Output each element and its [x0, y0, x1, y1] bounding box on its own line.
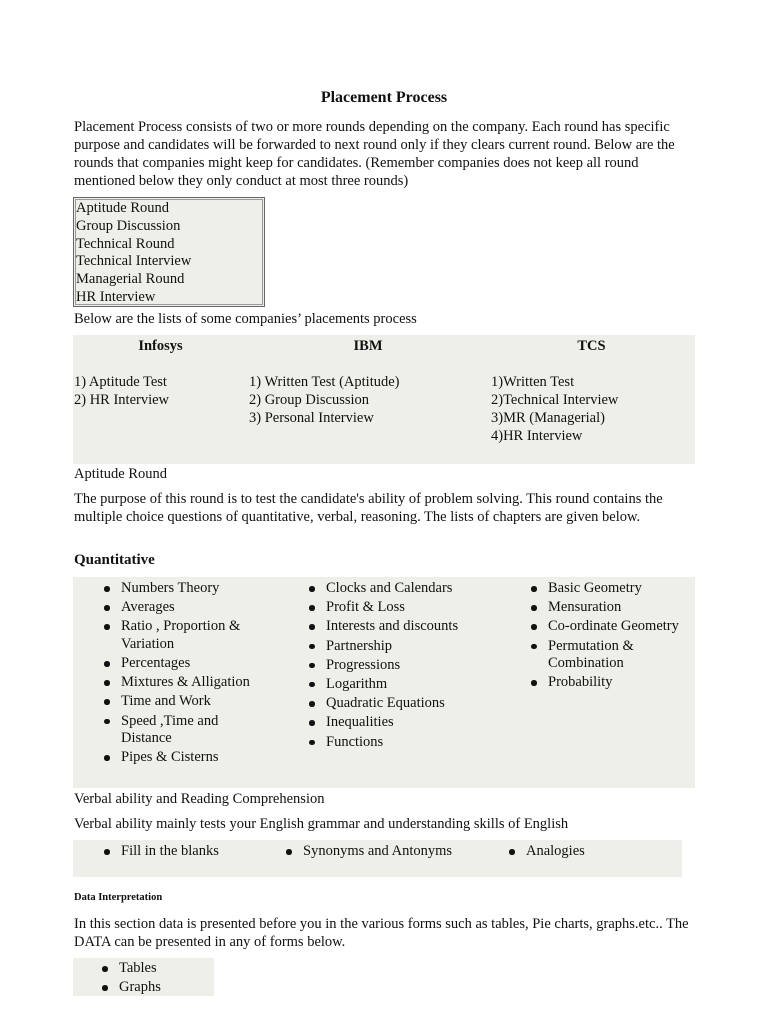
round-item: Managerial Round [76, 271, 185, 288]
company-name-tcs: TCS [577, 338, 606, 354]
company-name-ibm: IBM [353, 338, 383, 354]
list-item: Fill in the blanks [101, 843, 219, 861]
verbal-heading: Verbal ability and Reading Comprehension [74, 791, 325, 807]
list-item: Interests and discounts [306, 618, 511, 636]
process-step: 2) Group Discussion [249, 392, 370, 408]
quantitative-heading: Quantitative [74, 552, 155, 568]
list-item: Logarithm [306, 676, 511, 694]
list-item: Co-ordinate Geometry [528, 618, 693, 636]
rounds-list-box [73, 197, 265, 307]
company-name-infosys: Infosys [138, 338, 183, 354]
list-item: Synonyms and Antonyms [283, 843, 452, 861]
list-item: Profit & Loss [306, 599, 511, 617]
process-step: 2) HR Interview [74, 392, 170, 408]
list-item: Mensuration [528, 599, 693, 617]
list-item: Ratio , Proportion & Variation [101, 618, 271, 653]
list-item: Quadratic Equations [306, 695, 511, 713]
round-item: Group Discussion [76, 217, 181, 234]
list-item: Mixtures & Alligation [101, 674, 271, 692]
verbal-topics-col-3 [506, 843, 585, 862]
round-item: Technical Interview [76, 253, 192, 270]
page-title: Placement Process [320, 89, 448, 106]
process-step: 4)HR Interview [491, 428, 583, 444]
process-step: 3) Personal Interview [249, 410, 374, 426]
list-item: Time and Work [101, 693, 271, 711]
list-item: Tables [99, 960, 161, 978]
process-step: 1)Written Test [491, 374, 575, 390]
aptitude-heading: Aptitude Round [74, 466, 168, 482]
tcs-steps [491, 373, 618, 445]
aptitude-description: The purpose of this round is to test the candidate's ability of problem solving. This round contains the multiple choice questions of quantitative, verbal, reasoning. The lists of chapters are given below. [74, 491, 663, 525]
list-item: Partnership [306, 638, 511, 656]
list-item: Averages [101, 599, 271, 617]
data-interpretation-heading: Data Interpretation [74, 892, 163, 903]
process-step: 1) Written Test (Aptitude) [249, 374, 400, 390]
list-item: Numbers Theory [101, 580, 271, 598]
list-item: Functions [306, 734, 511, 752]
ibm-steps [249, 373, 400, 427]
quantitative-column-1 [101, 580, 271, 769]
data-interpretation-description: In this section data is presented before you in the various forms such as tables, Pie charts, graphs.etc.. The DATA can be presented in any of forms below. [74, 916, 689, 950]
list-item: Speed ,Time and Distance [101, 713, 271, 748]
intro-paragraph: Placement Process consists of two or more rounds depending on the company. Each round has specific purpose and candidates will be forwarded to next round only if they clears current round. Below are the rounds that companies might keep for candidates. (Remember companies does not keep all round mentioned below they only conduct at most three rounds) [74, 119, 675, 189]
process-step: 1) Aptitude Test [74, 374, 167, 390]
verbal-description: Verbal ability mainly tests your English grammar and understanding skills of English [74, 816, 569, 832]
verbal-topics-col-2 [283, 843, 452, 862]
round-item: Aptitude Round [76, 200, 170, 216]
list-item: Permutation & Combination [528, 638, 693, 673]
round-item: HR Interview [76, 288, 156, 305]
quantitative-column-2 [306, 580, 511, 753]
companies-caption: Below are the lists of some companies’ placements process [74, 311, 417, 327]
list-item: Percentages [101, 655, 271, 673]
infosys-steps [74, 373, 169, 409]
list-item: Inequalities [306, 714, 511, 732]
quantitative-column-3 [528, 580, 693, 693]
list-item: Pipes & Cisterns [101, 749, 271, 767]
round-item: Technical Round [76, 235, 175, 252]
list-item: Graphs [99, 979, 161, 997]
list-item: Probability [528, 674, 693, 692]
list-item: Basic Geometry [528, 580, 693, 598]
verbal-topics-col-1 [101, 843, 219, 862]
data-forms-list [99, 960, 161, 998]
process-step: 3)MR (Managerial) [491, 410, 605, 426]
list-item: Clocks and Calendars [306, 580, 511, 598]
process-step: 2)Technical Interview [491, 392, 619, 408]
list-item: Analogies [506, 843, 585, 861]
list-item: Progressions [306, 657, 511, 675]
